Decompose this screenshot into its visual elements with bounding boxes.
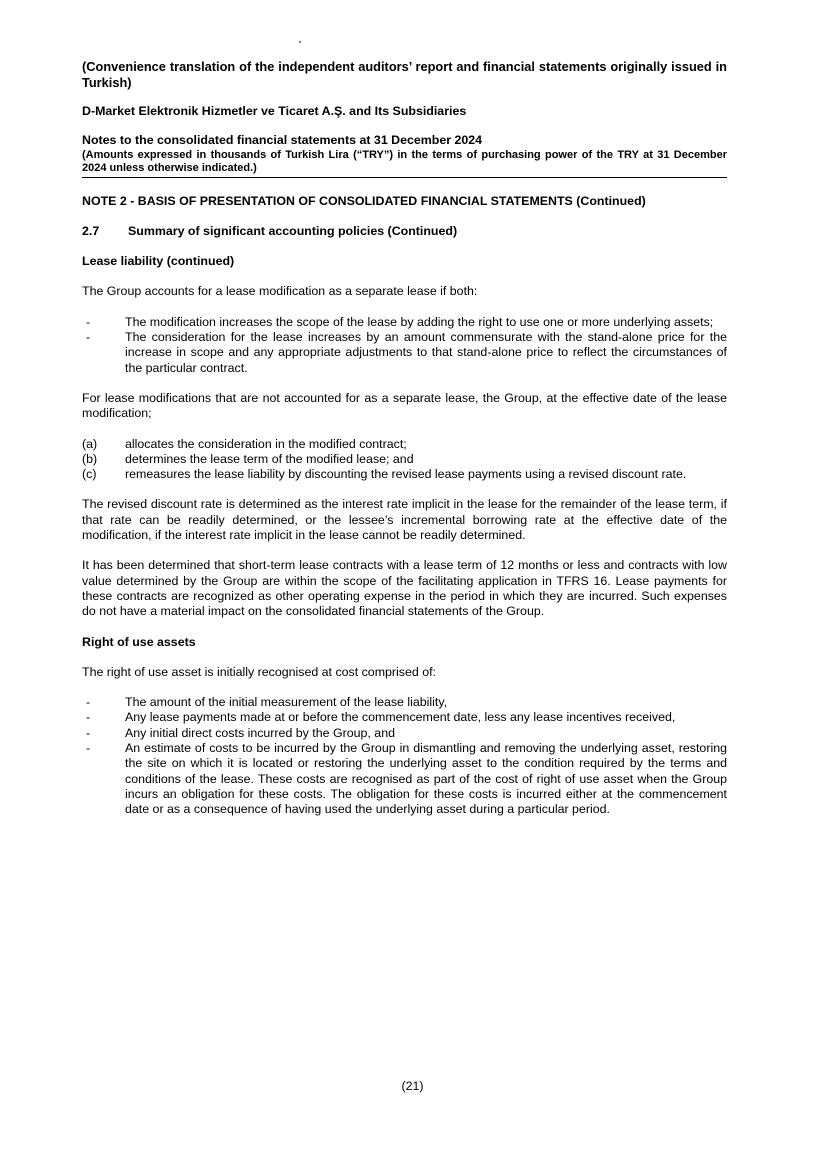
amounts-note: (Amounts expressed in thousands of Turkish Lira (“TRY”) in the terms of purchasing power of the TRY at 31 December 2024 unless otherwise indicated.) [82, 148, 727, 174]
company-name: D-Market Elektronik Hizmetler ve Ticaret A.Ş. and Its Subsidiaries [82, 104, 467, 118]
list-item [82, 726, 727, 741]
discount-rate-paragraph: The revised discount rate is determined as the interest rate implicit in the lease for the remainder of the lease term, if that rate can be readily determined, or the lessee’s incremental borrowing rate at the effective date of the modification, if the interest rate implicit in the lease cannot be readily determined. [82, 497, 727, 543]
list-item-text: allocates the consideration in the modified contract; [125, 436, 407, 451]
right-of-use-intro: The right of use asset is initially recognised at cost comprised of: [82, 664, 436, 679]
list-item [82, 330, 727, 376]
lease-liability-intro: The Group accounts for a lease modification as a separate lease if both: [82, 284, 478, 299]
list-item [82, 695, 727, 710]
list-marker: (a) [82, 436, 98, 451]
list-marker: - [86, 725, 91, 740]
right-of-use-cost-items [82, 695, 727, 817]
list-marker: - [86, 695, 91, 710]
list-marker: (c) [82, 467, 97, 482]
list-item [82, 710, 727, 725]
list-item-text: Any lease payments made at or before the commencement date, less any lease incentives received, [125, 710, 676, 725]
list-item [82, 452, 727, 467]
list-marker: - [86, 330, 91, 345]
list-item [82, 437, 727, 452]
list-item-text: determines the lease term of the modified lease; and [125, 451, 414, 466]
list-item [82, 741, 727, 817]
page-content [82, 59, 727, 818]
list-item-text: Any initial direct costs incurred by the Group, and [125, 725, 395, 740]
lease-liability-heading: Lease liability (continued) [82, 254, 235, 269]
section-heading [82, 224, 727, 239]
section-number: 2.7 [82, 223, 100, 238]
list-item-text: An estimate of costs to be incurred by the Group in dismantling and removing the underlying asset, restoring the site on which it is located or restoring the underlying asset to the condition required by the terms and conditions of the lease. These costs are recognised as part of the cost of right of use asset when the Group incurs an obligation for these costs. The obligation for these costs is incurred either at the commencement date or as a consequence of having used the underlying asset during a particular period. [125, 741, 727, 817]
notes-header-block [82, 133, 727, 177]
page-number: (21) [401, 1079, 424, 1093]
list-item-text: The consideration for the lease increases by an amount commensurate with the stand-alone price for the increase in scope and any appropriate adjustments to that stand-alone price to reflect the circumstances of the particular contract. [125, 330, 727, 375]
list-item-text: The modification increases the scope of the lease by adding the right to use one or more underlying assets; [125, 314, 714, 329]
convenience-note: (Convenience translation of the independent auditors’ report and financial statements originally issued in Turkish) [82, 59, 727, 90]
note-heading: NOTE 2 - BASIS OF PRESENTATION OF CONSOLIDATED FINANCIAL STATEMENTS (Continued) [82, 193, 646, 208]
stray-dot [299, 41, 301, 43]
list-marker: - [86, 710, 91, 725]
modification-intro: For lease modifications that are not accounted for as a separate lease, the Group, at the effective date of the lease modification; [82, 390, 727, 421]
list-marker: - [86, 741, 91, 756]
list-item-text: The amount of the initial measurement of the lease liability, [125, 695, 448, 710]
short-term-lease-paragraph: It has been determined that short-term lease contracts with a lease term of 12 months or less and contracts with low value determined by the Group are within the scope of the facilitating application in TFRS 16. Lease payments for these contracts are recognized as other operating expense in the period in which they are incurred. Such expenses do not have a material impact on the consolidated financial statements of the Group. [82, 558, 727, 619]
right-of-use-heading: Right of use assets [82, 634, 196, 649]
list-marker: - [86, 314, 91, 329]
notes-title: Notes to the consolidated financial statements at 31 December 2024 [82, 133, 483, 148]
modification-steps [82, 437, 727, 483]
list-item-text: remeasures the lease liability by discounting the revised lease payments using a revised discount rate. [125, 467, 687, 482]
list-item [82, 467, 727, 482]
section-title: Summary of significant accounting policies (Continued) [128, 223, 458, 238]
separate-lease-conditions [82, 315, 727, 376]
list-marker: (b) [82, 451, 98, 466]
list-item [82, 315, 727, 330]
